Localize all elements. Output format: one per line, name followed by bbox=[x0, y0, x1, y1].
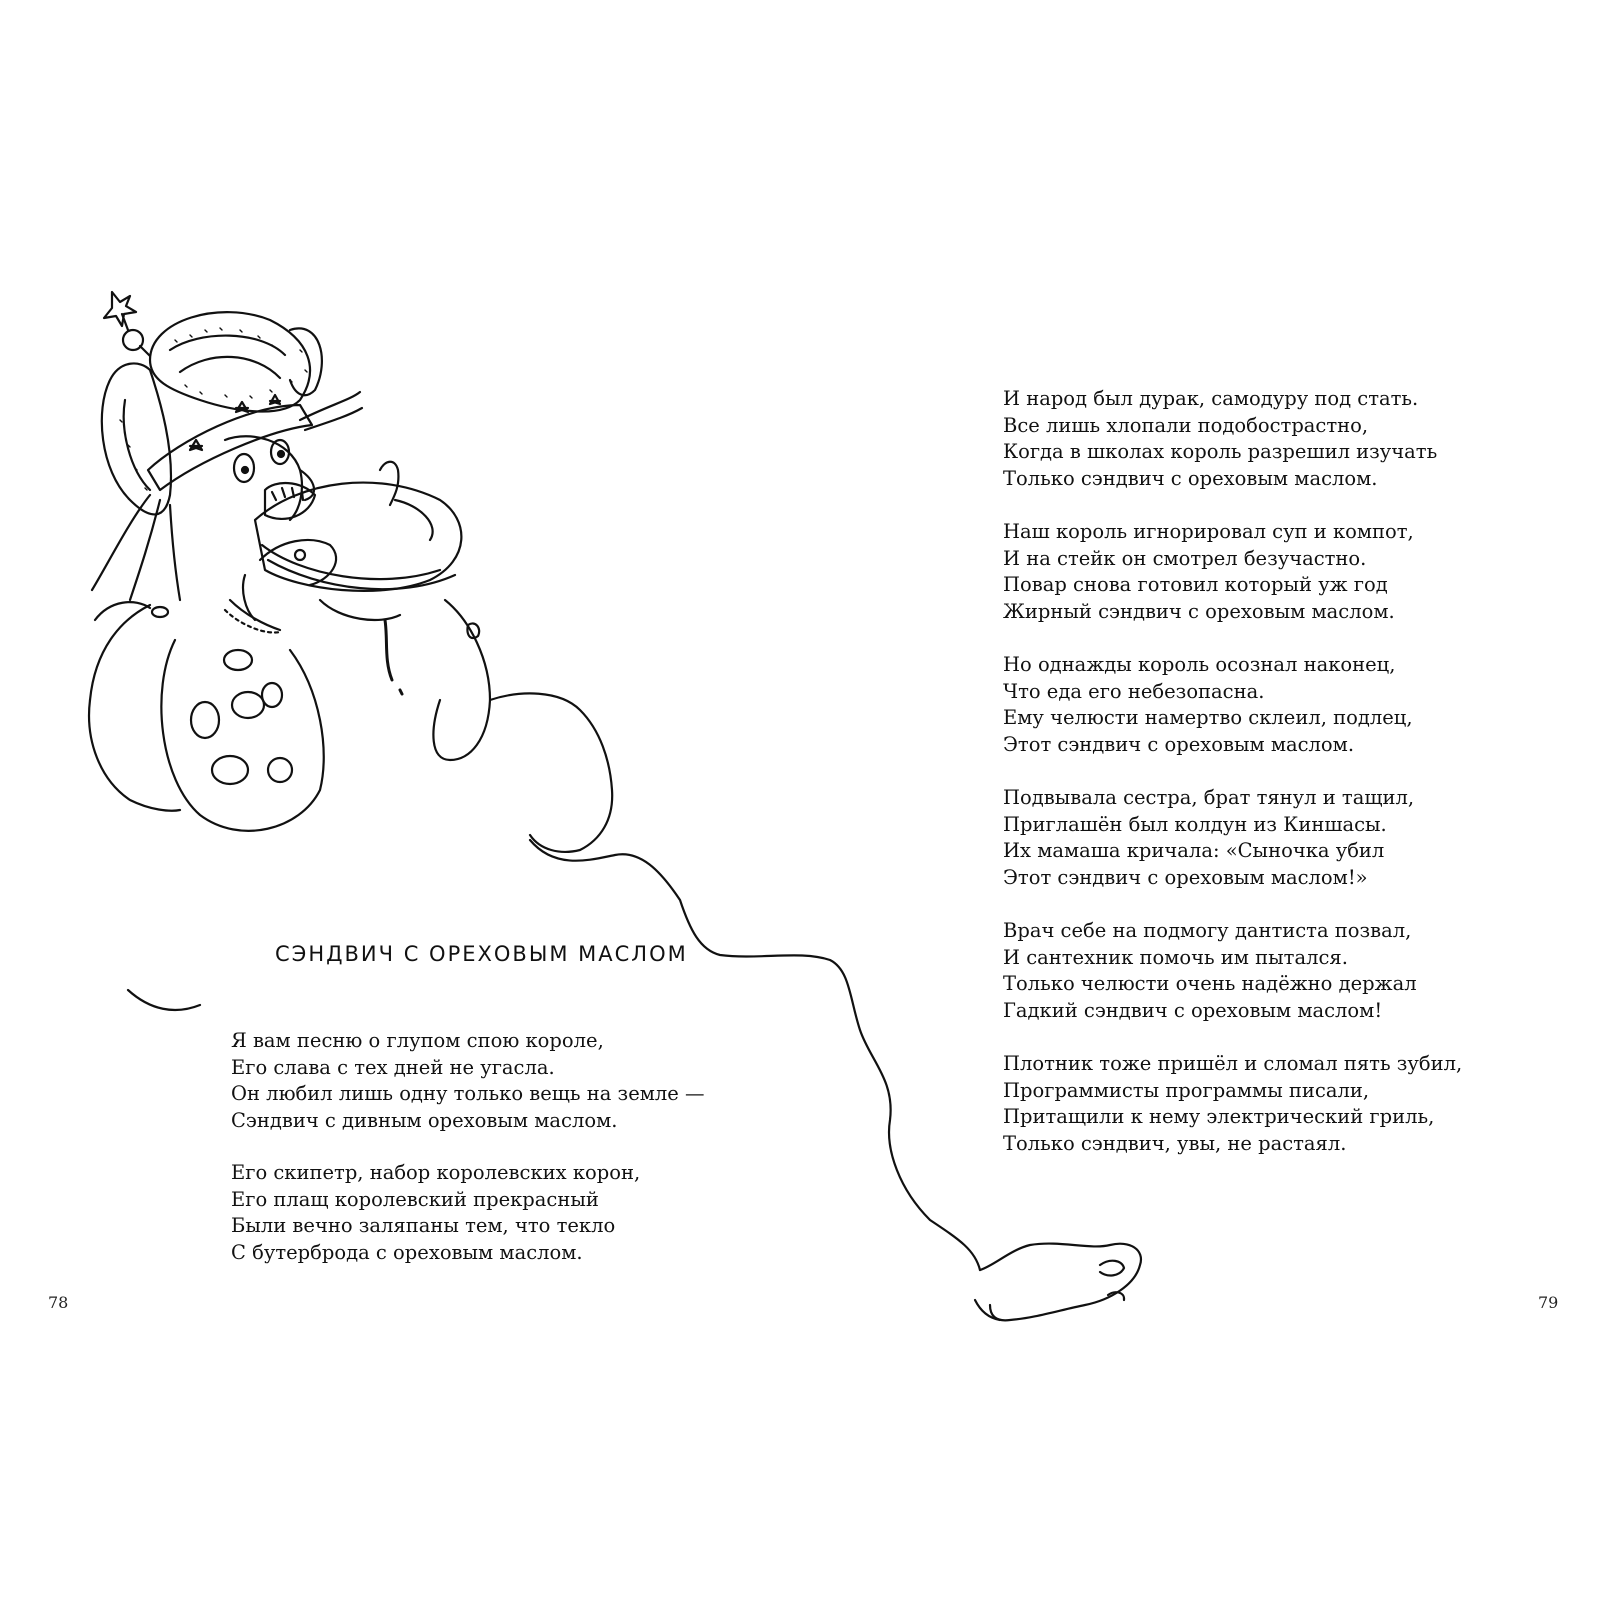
poem-line: Только сэндвич, увы, не растаял. bbox=[1003, 1131, 1347, 1155]
poem-line: Что еда его небезопасна. bbox=[1003, 679, 1265, 703]
poem-line: Только сэндвич с ореховым маслом. bbox=[1003, 466, 1378, 490]
stanza bbox=[231, 1028, 705, 1134]
stanza bbox=[1003, 652, 1413, 758]
poem-line: С бутерброда с ореховым маслом. bbox=[231, 1240, 583, 1264]
poem-line: Ему челюсти намертво склеил, подлец, bbox=[1003, 706, 1413, 730]
poem-title: СЭНДВИЧ С ОРЕХОВЫМ МАСЛОМ bbox=[275, 942, 688, 966]
poem-line: Их мамаша кричала: «Сыночка убил bbox=[1003, 839, 1385, 863]
poem-line: Программисты программы писали, bbox=[1003, 1078, 1370, 1102]
poem-line: Подвывала сестра, брат тянул и тащил, bbox=[1003, 786, 1415, 809]
poem-line: Повар снова готовил который уж год bbox=[1003, 573, 1388, 597]
poem-line: Плотник тоже пришёл и сломал пять зубил, bbox=[1003, 1052, 1463, 1075]
stanza bbox=[231, 1160, 640, 1266]
stanza bbox=[1003, 1051, 1462, 1157]
page-number-left: 78 bbox=[48, 1293, 69, 1312]
poem-line: Жирный сэндвич с ореховым маслом. bbox=[1003, 599, 1395, 623]
poem-line: Но однажды король осознал наконец, bbox=[1003, 653, 1396, 676]
poem-line: Этот сэндвич с ореховым маслом. bbox=[1003, 732, 1355, 756]
poem-line: Гадкий сэндвич с ореховым маслом! bbox=[1003, 998, 1383, 1022]
poem-line: Притащили к нему электрический гриль, bbox=[1003, 1105, 1435, 1129]
poem-line: Этот сэндвич с ореховым маслом!» bbox=[1003, 865, 1368, 889]
poem-line: И на стейк он смотрел безучастно. bbox=[1003, 546, 1367, 570]
poem-line: Наш король игнорировал суп и компот, bbox=[1003, 520, 1414, 543]
poem-line: Только челюсти очень надёжно держал bbox=[1003, 972, 1417, 996]
poem-line: Были вечно заляпаны тем, что текло bbox=[231, 1214, 616, 1238]
poem-line: Его скипетр, набор королевских корон, bbox=[231, 1161, 641, 1184]
stanza bbox=[1003, 918, 1417, 1024]
poem-line: Он любил лишь одну только вещь на земле — bbox=[231, 1082, 705, 1106]
poem-line: Сэндвич с дивным ореховым маслом. bbox=[231, 1108, 618, 1132]
poem-line: Когда в школах король разрешил изучать bbox=[1003, 440, 1438, 464]
poem-line: Приглашён был колдун из Киншасы. bbox=[1003, 812, 1387, 836]
poem-line: Врач себе на подмогу дантиста позвал, bbox=[1003, 919, 1412, 942]
poem-line: И народ был дурак, самодуру под стать. bbox=[1003, 387, 1419, 410]
poem-line: Все лишь хлопали подобострастно, bbox=[1003, 413, 1369, 437]
page-number-right: 79 bbox=[1538, 1293, 1559, 1312]
stanza bbox=[1003, 386, 1437, 492]
poem-line: И сантехник помочь им пытался. bbox=[1003, 945, 1348, 969]
poem-line: Его плащ королевский прекрасный bbox=[231, 1187, 599, 1211]
stanza bbox=[1003, 519, 1414, 625]
poem-line: Его слава с тех дней не угасла. bbox=[231, 1055, 555, 1079]
poem-line: Я вам песню о глупом спою короле, bbox=[231, 1029, 604, 1052]
stanza bbox=[1003, 785, 1414, 891]
